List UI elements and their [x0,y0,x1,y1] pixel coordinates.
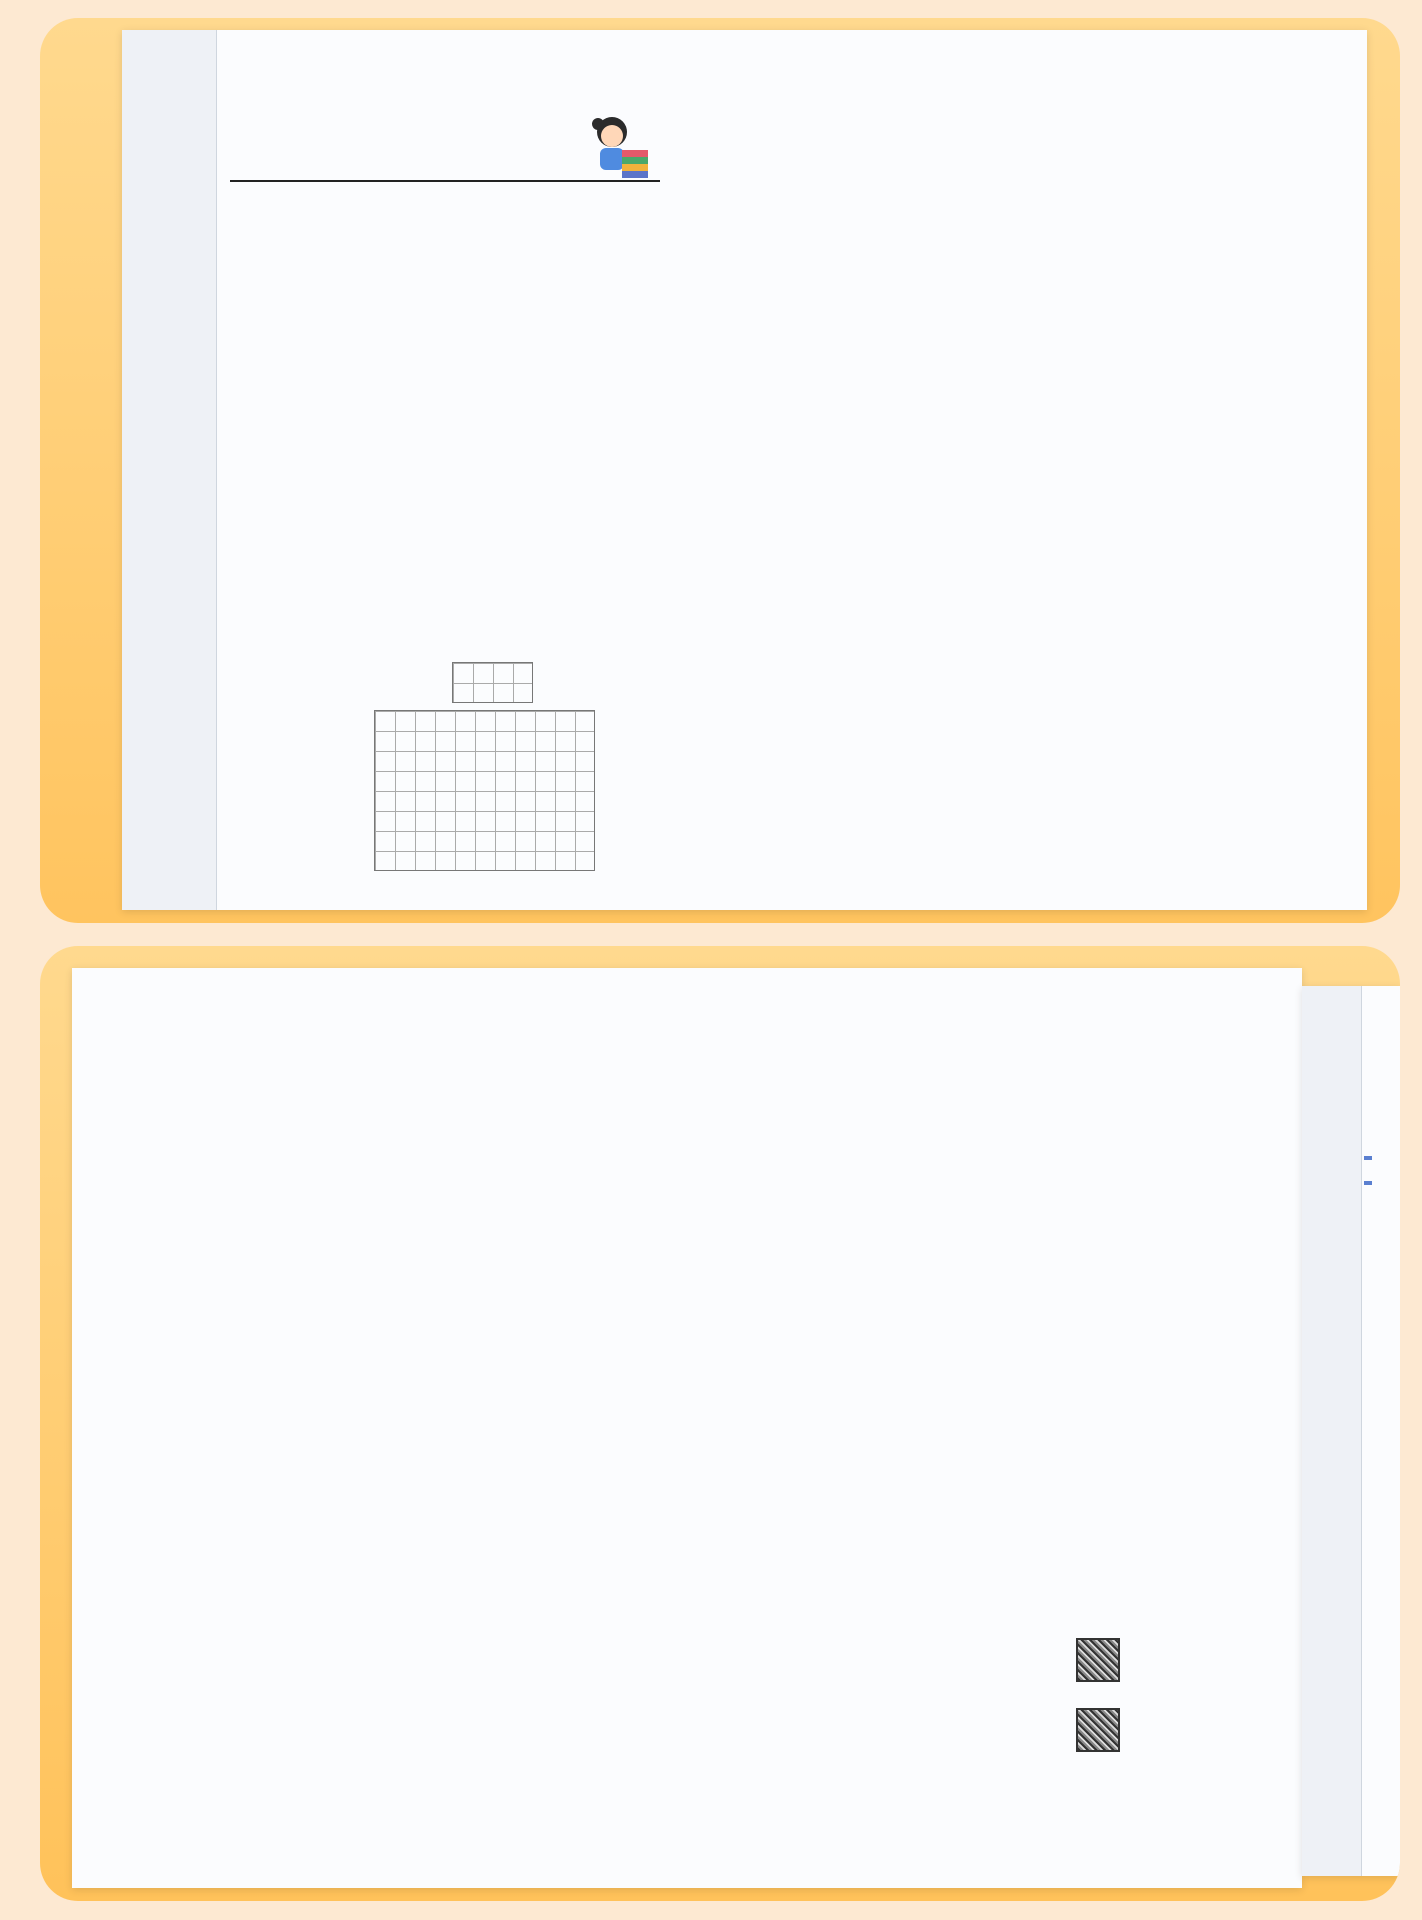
next-binding-strip [1302,986,1362,1876]
bottom-photo-frame [40,946,1400,1901]
title-rule [230,180,660,182]
bottom-spread [72,968,1302,1888]
binding-strip [122,30,217,910]
answer-qr-code[interactable] [1076,1638,1120,1682]
essay-qr-code[interactable] [1076,1708,1120,1752]
girl-reading-illustration [584,110,650,182]
next-booklet-edge [1302,986,1400,1876]
top-spread [122,30,1367,910]
top-photo-frame [40,18,1400,923]
next-score-head [1364,1156,1372,1160]
poem-title-grid[interactable] [452,662,533,703]
next-score-row [1364,1181,1372,1185]
poem-writing-grid[interactable] [374,710,595,871]
